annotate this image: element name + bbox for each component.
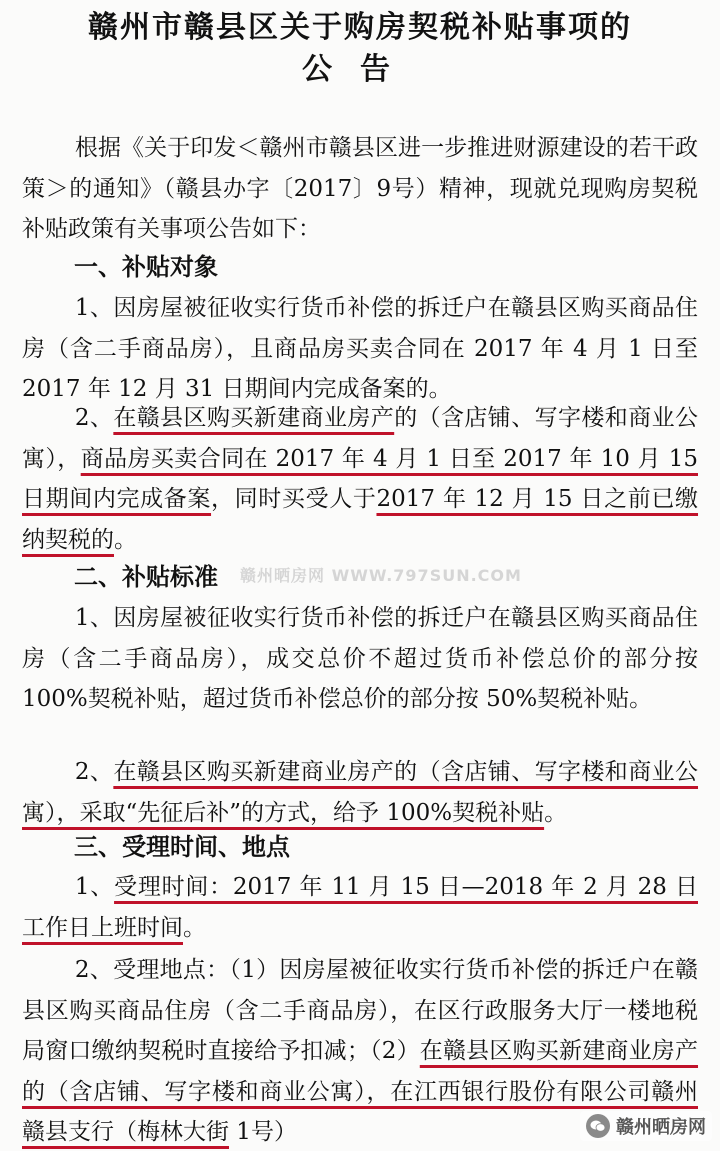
section3-item2-text: 2、受理地点：（1）因房屋被征收实行货币补偿的拆迁户在赣县区购买商品住房（含二手商品房），在区行政服务大厅一楼地税局窗口缴纳契税时直接给予扣减；（2） (22, 957, 698, 1065)
section2-item1: 1、因房屋被征收实行货币补偿的拆迁户在赣县区购买商品住房（含二手商品房），成交总价不超过货币补偿总价的部分按 100%契税补贴，超过货币补偿总价的部分按 50%契税补贴。 (22, 605, 698, 713)
section3-item1-highlight: 受理时间：2017 年 11 月 15 日—2018 年 2 月 28 日工作日上班时间 (22, 874, 698, 941)
section1-item2-text-1: 的（含店铺、写字楼和商业公寓）， (22, 405, 699, 472)
intro-paragraph: 根据《关于印发＜赣州市赣县区进一步推进财源建设的若干政策＞的通知》（赣县办字〔2017〕9号）精神，现就兑现购房契税补贴政策有关事项公告如下： (22, 135, 698, 243)
section1-item2-highlight-1: 在赣县区购买新建商业房产 (113, 405, 395, 431)
section1-item2-number: 2、 (74, 405, 114, 431)
document-title: 赣州市赣县区关于购房契税补贴事项的 (88, 10, 632, 45)
section3-item1-number: 1、 (74, 874, 115, 900)
watermark-text: 赣州晒房网 WWW.797SUN.COM (240, 566, 522, 585)
section3-item2-end: 1号） (229, 1119, 297, 1146)
section1-item2 (22, 398, 698, 560)
section1-item1: 1、因房屋被征收实行货币补偿的拆迁户在赣县区购买商品住房（含二手商品房），且商品房买卖合同在 2017 年 4 月 1 日至 2017 年 12 月 31 日期间内完成备案的。 (22, 295, 698, 403)
section-heading-subsidy-standard: 二、补贴标准 (74, 562, 218, 591)
section2-item2-number: 2、 (74, 759, 114, 785)
watermark-logo-text: 赣州晒房网 (616, 1117, 706, 1138)
section1-item2-end: 。 (114, 526, 137, 553)
section3-item1-end: 。 (183, 914, 206, 941)
section1-item2-highlight-2: 商品房买卖合同在 2017 年 4 月 1 日至 2017 年 10 月 15 日期间内完成备案 (22, 445, 698, 513)
section1-item2-text-2: ，同时买受人于 (211, 486, 377, 513)
section-heading-time-place: 三、受理时间、地点 (74, 832, 290, 861)
section2-item2 (22, 752, 698, 833)
section1-item2-highlight-3: 2017 年 12 月 15 日之前已缴纳契税的 (22, 486, 699, 553)
watermark-logo (580, 1111, 712, 1141)
section2-item2-end: 。 (544, 799, 568, 826)
document-title-suffix: 公告 (302, 52, 418, 87)
section3-item2-highlight: 在赣县区购买新建商业房产的（含店铺、写字楼和商业公寓），在江西银行股份有限公司赣州赣县支行（梅林大街 (22, 1038, 699, 1146)
section3-item1 (22, 867, 698, 948)
chat-bubble-icon (586, 1114, 610, 1138)
section-heading-subsidy-target: 一、补贴对象 (74, 252, 218, 281)
section2-item2-highlight: 在赣县区购买新建商业房产的（含店铺、写字楼和商业公寓），采取“先征后补”的方式，给予 100%契税补贴 (22, 759, 699, 826)
